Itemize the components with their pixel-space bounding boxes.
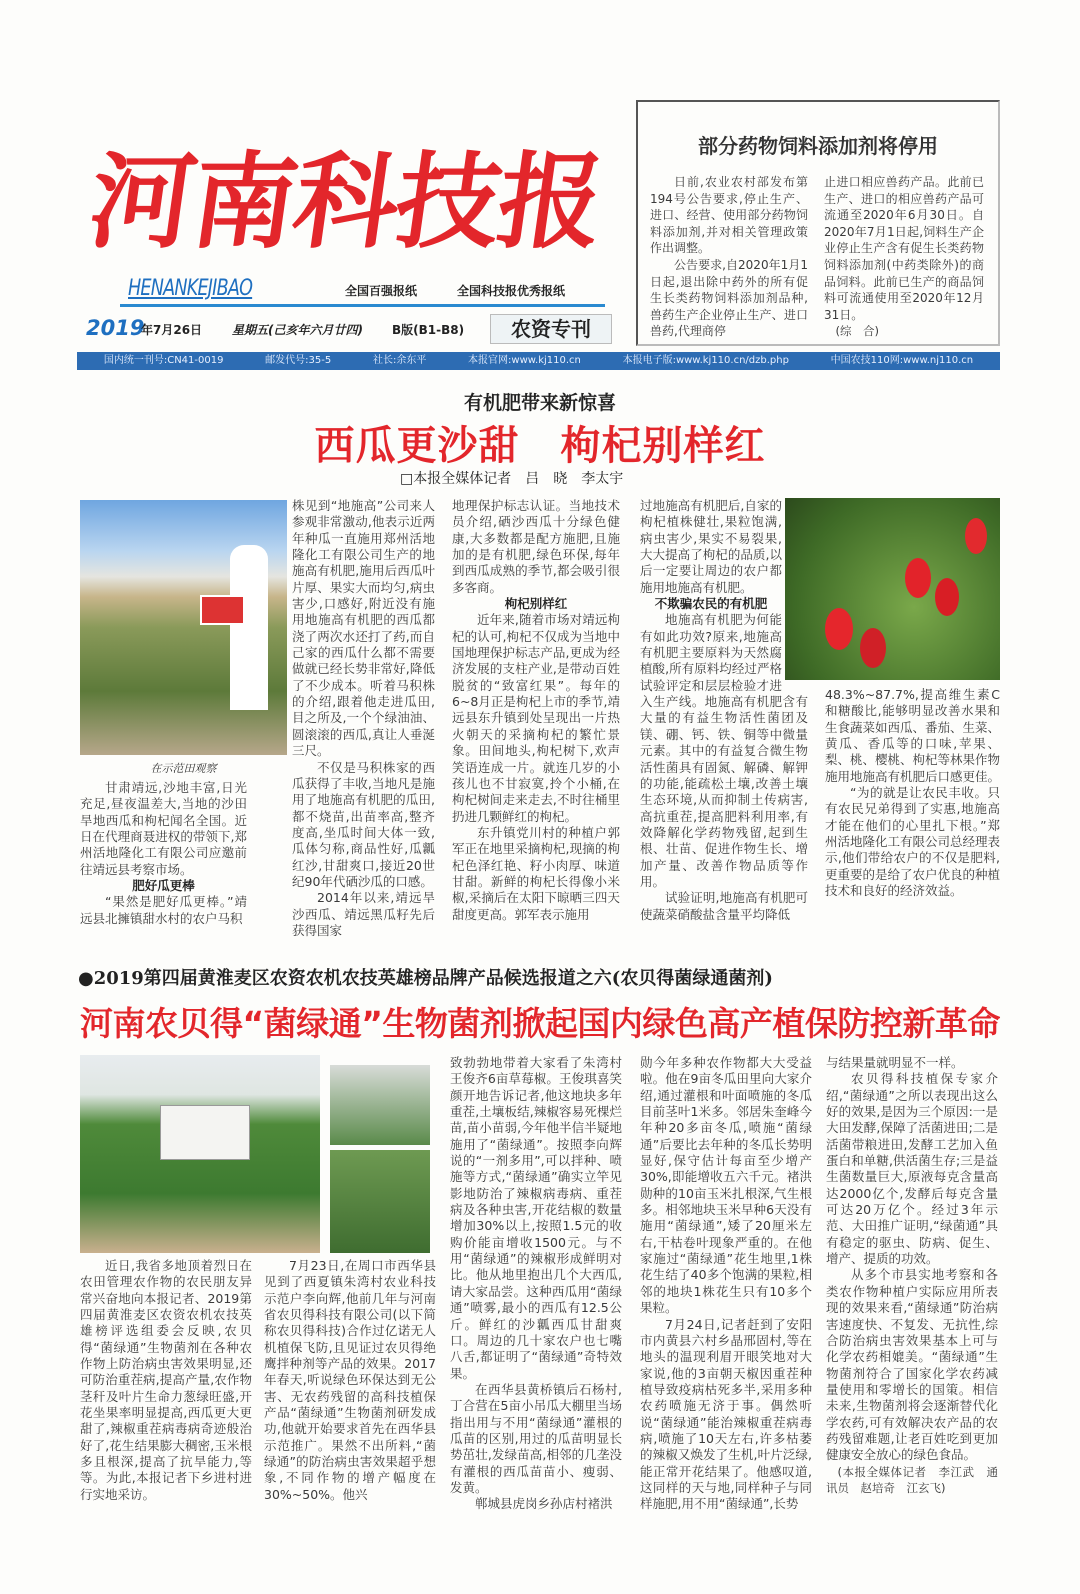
article1-kicker: 有机肥带来新惊喜: [463, 392, 616, 414]
paragraph: 与结果量就明显不一样。: [826, 1055, 964, 1070]
subheading: 枸杞别样红: [504, 596, 568, 612]
article1-column-4: [640, 498, 808, 923]
paragraph: 甘肃靖远,沙地丰富,日光充足,昼夜温差大,当地的沙田旱地西瓜和枸杞闻名全国。近日在代理商聂进权的带领下,郑州活地隆化工有限公司应邀前往靖远县考察市场。: [80, 780, 247, 877]
divider: [120, 304, 605, 307]
paragraph: 公告要求,自2020年1月1日起,退出除中药外的所有促生长类药物饲料添加剂品种,兽药生产企业停止生产、进口兽药,代理商停: [650, 257, 808, 339]
article2-kicker: ●2019第四届黄淮麦区农资农机农技英雄榜品牌产品候选报道之六(农贝得菌绿通菌剂): [78, 968, 773, 989]
banner-sign: [160, 1105, 250, 1160]
article2-column-4: [640, 1055, 812, 1513]
goji-berry: [860, 628, 886, 668]
goji-berry: [965, 518, 987, 554]
paragraph: 日前,农业农村部发布第194号公告要求,停止生产、进口、经营、使用部分药物饲料添加剂,并对相关管理政策作出调整。: [650, 175, 808, 256]
goji-berry: [905, 558, 931, 598]
issue-weekday: 星期五(己亥年六月廿四): [232, 323, 363, 337]
paragraph: 东升镇党川村的种植户郭军正在地里采摘枸杞,现摘的枸杞色泽红艳、籽小肉厚、味道甘甜。新鲜的枸杞长得像小米椒,采摘后在太阳下晾晒三四天甜度更高。郭军表示施用: [452, 824, 620, 922]
paragraph: 郸城县虎岗乡孙店村褚洪: [475, 1496, 613, 1512]
info-bar: [77, 352, 1000, 370]
slogan: 全国百强报纸: [345, 284, 418, 298]
special-section-label: 农资专刊: [490, 314, 612, 344]
goji-berry-photo: [785, 498, 1000, 680]
info-item: 邮发代号:35-5: [265, 355, 332, 366]
field-photo: [330, 1065, 430, 1145]
melon-field-photo: [330, 1150, 430, 1253]
product-sign: [200, 595, 245, 625]
article1-headline: 西瓜更沙甜 枸杞别样红: [314, 423, 766, 469]
paragraph: 株见到“地施高”公司来人参观非常激动,他表示近两年种瓜一直施用郑州活地隆化工有限公司生产的地施高有机肥,施用后西瓜叶片厚、果实大而均匀,病虫害少,口感好,附近没有施用地施高有机肥的西瓜都浇了两次水还打了药,而自己家的西瓜什么都不需要做就已经长势非常好,降低了不少成本。听着马积株的介绍,跟着他走进瓜田,目之所及,一个个绿油油、圆滚滚的西瓜,真让人垂涎三尺。: [292, 498, 435, 759]
info-link[interactable]: 中国农技110网:www.nj110.cn: [830, 355, 974, 366]
paragraph: (本报全媒体记者 李江武 通讯员 赵培奇 江玄飞): [826, 1464, 998, 1495]
farmers-group-photo: [80, 1055, 320, 1253]
paragraph: 过地施高有机肥后,自家的枸杞植株健壮,果粒饱满,病虫害少,果实不易裂果,大大提高了枸杞的品质,以后一定要让周边的农户都施用地施高有机肥。: [640, 498, 782, 595]
paragraph: 不仅是马积株家的西瓜获得了丰收,当地凡是施用了地施高有机肥的瓜田,都不烧苗,出苗率高,整齐度高,坐瓜时间大体一致,瓜体匀称,商品性好,瓜瓤红沙,甘甜爽口,接近20世纪90年代硒沙瓜的口感。: [292, 759, 435, 889]
info-item: 社长:余东平: [372, 355, 427, 366]
article1-column-2: [292, 498, 435, 939]
article1-column-3: [452, 498, 620, 923]
paragraph: 止进口相应兽药产品。此前已生产、进口的相应兽药产品可流通至2020年6月30日。自2020年7月1日起,饲料生产企业停止生产含有促生长类药物饲料添加剂(中药类除外)的商品饲料。此前已生产的商品饲料可流通使用至2020年12月31日。: [824, 175, 984, 322]
paragraph: 从多个市县实地考察和各类农作物种植户实际应用所表现的效果来看,“菌绿通”防治病害速度快、不复发、无抗性,综合防治病虫害效果基本上可与化学农药相媲美。“菌绿通”生物菌剂符合了国家化学农药减量使用和零增长的国策。相信未来,生物菌剂将会逐渐替代化学农药,可有效解决农产品的农药残留难题,让老百姓吃到更加健康安全放心的绿色食品。: [826, 1267, 998, 1463]
paragraph: 近日,我省多地顶着烈日在农田管理农作物的农民朋友异常兴奋地向本报记者、2019第四届黄淮麦区农资农机农技英雄榜评选组委会反映,农贝得“菌绿通”生物菌剂在各种农作物上防治病虫害效果明显,还可防治重茬病,提高产量,农作物茎秆及叶片生命力葱绿旺盛,开花坐果率明显提高,西瓜更大更甜了,辣椒重茬病毒病奇迹般治好了,花生结果膨大稠密,玉米根多且根深,提高了抗旱能力,等等。为此,本报记者下乡进村进行实地采访。: [80, 1258, 252, 1502]
paragraph: 在西华县黄桥镇后石杨村,丁合营在5亩小吊瓜大棚里当场指出用与不用“菌绿通”灌根的瓜苗的区别,用过的瓜苗明显长势茁壮,发绿苗高,相邻的几垄没有灌根的西瓜苗苗小、瘦弱、发黄。: [450, 1381, 622, 1495]
article2-column-5: [826, 1055, 998, 1496]
notice-column: [650, 174, 808, 340]
issue-edition: B版(B1-B8): [392, 323, 465, 337]
issue-date: 年7月26日: [141, 323, 203, 337]
info-item: 国内统一刊号:CN41-0019: [103, 355, 224, 366]
article1-byline: □本报全媒体记者 吕 晓 李太宇: [400, 471, 624, 487]
photo-caption: 在示范田观察: [150, 762, 217, 775]
paragraph: 地施高有机肥为何能有如此功效?原来,地施高有机肥主要原料为天然腐植酸,所有原料均经过严格试验评定和层层检验才进入生产线。地施高有机肥含有大量的有益生物活性菌团及镁、硼、钙、铁、铜等中微量元素。其中的有益复合微生物活性菌具有固氮、解磷、解钾的功能,能疏松土壤,改善土壤生态环境,从而抑制土传病害,高抗重茬,提高肥料利用率,有效降解化学药物残留,起到生根、壮苗、促进作物生长、增加产量、改善作物品质等作用。: [640, 612, 808, 889]
paragraph: 7月24日,记者赶到了安阳市内黄县六村乡晶邢固村,等在地头的温现利眉开眼笑地对大家说,他的3亩朝天椒因重茬种植导致疫病枯死多半,采用多种农药喷施无济于事。偶然听说“菌绿通”能治辣椒重茬病毒病,喷施了10天左右,许多枯萎的辣椒又焕发了生机,叶片泛绿,能正常开花结果了。他感叹道,这同样的天与地,同样种子与同样施肥,用不用“菌绿通”,长势: [640, 1316, 812, 1512]
issue-year: 2019: [86, 316, 145, 340]
slogan: 全国科技报优秀报纸: [457, 284, 566, 298]
paragraph: 勋今年多种农作物都大大受益啦。他在9亩冬瓜田里向大家介绍,通过灌根和叶面喷施的冬瓜目前茎叶1米多。邻居朱奎峰今年种20多亩冬瓜,喷施“菌绿通”后要比去年种的冬瓜长势明显好,保守估计每亩至少增产30%,即能增收五六千元。褚洪勋种的10亩玉米扎根深,气生根多。相邻地块玉米早种6天没有施用“菌绿通”,矮了20厘米左右,干枯卷叶现象严重的。在他家施过“菌绿通”花生地里,1株花生结了40多个饱满的果粒,相邻的地块1株花生只有10多个果粒。: [640, 1055, 812, 1316]
paragraph: (综 合): [835, 324, 879, 339]
subheading: 肥好瓜更棒: [132, 878, 195, 894]
article1-column-1: [80, 780, 247, 927]
masthead-pinyin: HENANKEJIBAO: [128, 276, 253, 301]
paragraph: 48.3%~87.7%,提高维生素C和糖酸比,能够明显改善水果和生食蔬菜如西瓜、番茄、生菜、黄瓜、香瓜等的口味,苹果、梨、桃、樱桃、枸杞等林果作物施用地施高有机肥后口感更佳。: [825, 687, 1001, 784]
person-figure: [230, 545, 268, 710]
goji-berry: [935, 578, 959, 616]
paragraph: “果然是肥好瓜更棒。”靖远县北擁镇甜水村的农户马积: [80, 894, 247, 926]
article2-column-2: [264, 1258, 436, 1503]
paragraph: 近年来,随着市场对靖远枸杞的认可,枸杞不仅成为当地中国地理保护标志产品,更成为经济发展的支柱产业,是带动百姓脱贫的“致富红果”。每年的6~8月正是枸杞上市的季节,靖远县东升镇到处呈现出一片热火朝天的采摘枸杞的繁忙景象。田间地头,枸杞树下,欢声笑语连成一片。就连几岁的小孩儿也不甘寂寞,拎个小桶,在枸杞树间走来走去,不时往桶里扔进几颗鲜红的枸杞。: [452, 612, 620, 824]
notice-title: 部分药物饲料添加剂将停用: [698, 134, 938, 158]
paragraph: 7月23日,在周口市西华县见到了西夏镇朱湾村农业科技示范户李向辉,他前几年与河南省农贝得科技有限公司(以下简称农贝得科技)合作过亿诺无人机植保飞防,且见证过农贝得绝鹰拌种剂等产品的效果。2017年春天,听说绿色环保达到无公害、无农药残留的高科技植保产品“菌绿通”生物菌剂研发成功,他就开始要求首先在西华县示范推广。果然不出所料,“菌绿通”的防治病虫害效果超乎想象,不同作物的增产幅度在30%~50%。他兴: [264, 1258, 436, 1502]
article2-headline: 河南农贝得“菌绿通”生物菌剂掀起国内绿色高产植保防控新革命: [80, 1004, 1000, 1043]
subheading: 不欺骗农民的有机肥: [654, 596, 768, 612]
paragraph: 农贝得科技植保专家介绍,“菌绿通”之所以表现出这么好的效果,是因为三个原因:一是大田发酵,保障了活菌进田;二是活菌带粮进田,发酵工艺加入鱼蛋白和单糖,供活菌生存;三是益生菌数量巨大,原液每克含量高达2000亿个,发酵后每克含量可达20万亿个。经过3年示范、大田推广证明,“绿菌通”具有稳定的驱虫、防病、促生、增产、提质的功效。: [826, 1071, 998, 1267]
paragraph: 试验证明,地施高有机肥可使蔬菜硝酸盐含量平均降低: [640, 890, 808, 922]
article2-column-3: [450, 1055, 622, 1513]
paragraph: “为的就是让农民丰收。只有农民兄弟得到了实惠,地施高才能在他们的心里扎下根。”郑州活地隆化工有限公司总经理表示,他们带给农户的不仅是肥料,更重要的是给了农户优良的种植技术和良好的经济效益。: [825, 785, 1001, 899]
article1-column-5: [825, 687, 1000, 899]
paragraph: 致勃勃地带着大家看了朱湾村王俊齐6亩草莓椒。王俊琪喜笑颜开地告诉记者,他这地块多年重茬,土壤板结,辣椒容易死棵烂苗,苗小苗弱,今年他半信半疑地施用了“菌绿通”。按照李向辉说的“一剂多用”,可以拌种、喷施等方式,“菌绿通”确实立竿见影地防治了辣椒病毒病、重茬病及各种虫害,开花结椒的数量增加30%以上,按照1.5元的收购价能亩增收1500元。与不用“菌绿通”的辣椒形成鲜明对比。他从地里抱出几个大西瓜,请大家品尝。这种西瓜用“菌绿通”喷雾,最小的西瓜有12.5公斤。鲜红的沙瓤西瓜甘甜爽口。周边的几十家农户也七嘴八舌,都证明了“菌绿通”奇特效果。: [450, 1055, 622, 1381]
notice-box: [636, 100, 1000, 346]
masthead-logo: 河南科技报: [82, 140, 610, 263]
paragraph: 地理保护标志认证。当地技术员介绍,硒沙西瓜十分绿色健康,大多数都是配方施肥,且施加的是有机肥,绿色环保,每年到西瓜成熟的季节,都会吸引很多客商。: [452, 498, 620, 595]
goji-berry: [825, 608, 853, 650]
info-link[interactable]: 本报电子版:www.kj110.cn/dzb.php: [622, 355, 789, 366]
watermelon-field-photo: [80, 500, 287, 755]
paragraph: 2014年以来,靖远旱沙西瓜、靖远黑瓜籽先后获得国家: [292, 890, 435, 938]
article2-column-1: [80, 1258, 252, 1503]
notice-column: [824, 174, 984, 340]
info-link[interactable]: 本报官网:www.kj110.cn: [468, 355, 581, 366]
